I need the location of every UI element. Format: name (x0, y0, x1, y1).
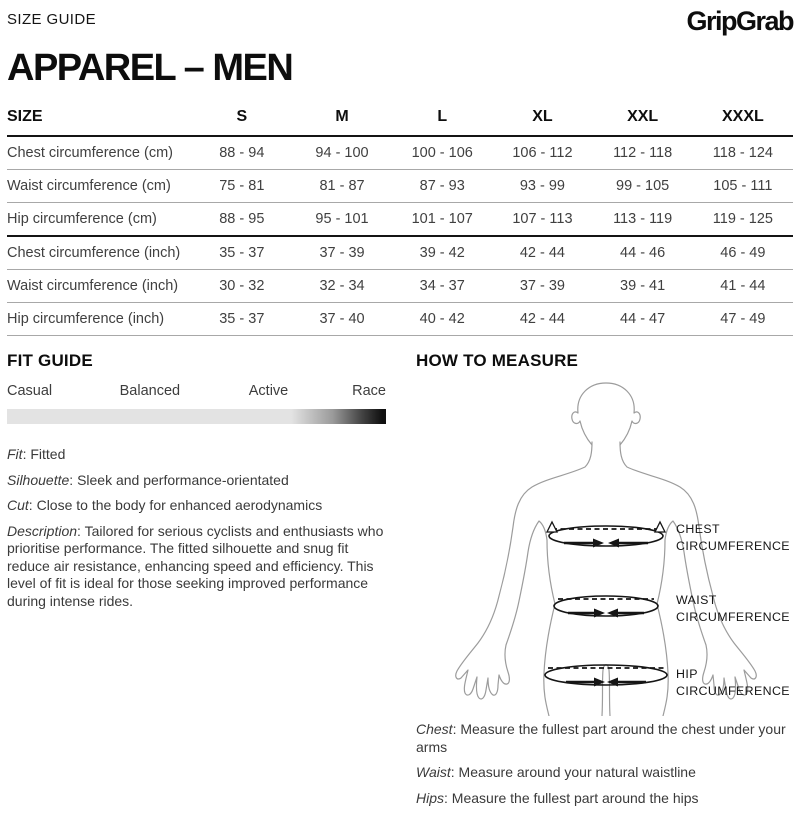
measurement-diagram-wrap (416, 376, 793, 721)
column-header-xxxl: XXXL (693, 101, 793, 136)
left-side-outline (456, 442, 592, 716)
instruction-term: Hips (416, 789, 445, 806)
brand-logo: GripGrab (686, 6, 793, 36)
instruction-hips (416, 790, 793, 808)
instruction-waist (416, 764, 793, 782)
fit-scale-labels (7, 383, 386, 399)
head-outline (572, 383, 640, 445)
detail-colon: : (22, 446, 31, 462)
column-header-xxl: XXL (593, 101, 693, 136)
detail-text: Fitted (30, 446, 66, 462)
row-label: Chest circumference (inch) (7, 236, 192, 270)
row-label: Hip circumference (inch) (7, 303, 192, 336)
how-to-measure-title: HOW TO MEASURE (416, 351, 579, 370)
size-value: 40 - 42 (392, 303, 492, 336)
size-value: 118 - 124 (693, 136, 793, 170)
size-value: 47 - 49 (693, 303, 793, 336)
table-row-hip-cm (7, 203, 793, 237)
hip-measure-ellipse (545, 665, 667, 685)
detail-text: Sleek and performance-orientated (77, 471, 289, 488)
detail-text: Tailored for serious cyclists and enthusiasts who prioritise performance. The fitted silhouette and snug fit reduce air resistance, enhancing speed and efficiency. This level of fit is ideal for those seeking improved performance during intense rides. (7, 522, 384, 609)
fit-scale-label-balanced: Balanced (119, 383, 181, 399)
size-value: 100 - 106 (392, 136, 492, 170)
size-value: 42 - 44 (492, 236, 592, 270)
how-to-measure-section (416, 352, 793, 815)
table-row-waist-cm (7, 170, 793, 203)
instruction-colon: : (444, 789, 452, 806)
size-value: 94 - 100 (292, 136, 392, 170)
size-value: 81 - 87 (292, 170, 392, 203)
size-value: 37 - 39 (292, 236, 392, 270)
size-value: 107 - 113 (492, 203, 592, 237)
size-value: 93 - 99 (492, 170, 592, 203)
chest-circumference-label-line1: CHEST (676, 522, 720, 536)
hip-circumference-label-line2: CIRCUMFERENCE (676, 684, 790, 698)
detail-colon: : (69, 471, 78, 488)
chest-measure (547, 522, 665, 548)
size-table-header-row (7, 101, 793, 136)
header-bar (7, 8, 793, 40)
size-table (7, 101, 793, 336)
size-value: 105 - 111 (693, 170, 793, 203)
instruction-colon: : (452, 721, 461, 737)
detail-colon: : (28, 497, 37, 513)
column-header-m: M (292, 101, 392, 136)
detail-term: Fit (7, 446, 23, 462)
fit-guide-section (7, 352, 386, 815)
row-label: Waist circumference (inch) (7, 270, 192, 303)
waist-measure (554, 596, 658, 618)
instruction-text: Measure around your natural waistline (458, 764, 696, 780)
table-row-hip-inch (7, 303, 793, 336)
body-measurement-diagram (416, 376, 796, 716)
size-value: 30 - 32 (192, 270, 292, 303)
fit-scale-label-active: Active (248, 383, 289, 399)
fit-detail-description (7, 523, 386, 611)
detail-term: Cut (7, 497, 29, 513)
inner-legs-outline (602, 665, 610, 716)
fit-details (7, 446, 386, 610)
detail-colon: : (77, 522, 85, 539)
waist-circumference-label-line2: CIRCUMFERENCE (676, 610, 790, 624)
size-value: 35 - 37 (192, 236, 292, 270)
fit-scale-label-race: Race (352, 383, 386, 399)
size-value: 112 - 118 (593, 136, 693, 170)
size-value: 37 - 40 (292, 303, 392, 336)
table-row-chest-cm (7, 136, 793, 170)
size-value: 99 - 105 (593, 170, 693, 203)
table-row-chest-inch (7, 236, 793, 270)
size-value: 119 - 125 (693, 203, 793, 237)
size-value: 113 - 119 (593, 203, 693, 237)
page-label: SIZE GUIDE (7, 11, 97, 28)
instruction-chest (416, 721, 793, 756)
instruction-term: Waist (416, 764, 451, 780)
instruction-text: Measure the fullest part around the hips (451, 789, 699, 806)
detail-text: Close to the body for enhanced aerodynamics (36, 497, 323, 513)
instruction-text: Measure the fullest part around the chest under your arms (416, 721, 786, 755)
waist-circumference-label-line1: WAIST (676, 593, 717, 607)
instruction-colon: : (450, 764, 459, 780)
diagram-labels (676, 522, 790, 698)
size-value: 34 - 37 (392, 270, 492, 303)
fit-detail-silhouette (7, 472, 386, 490)
page-title: APPAREL – MEN (7, 47, 293, 89)
size-value: 41 - 44 (693, 270, 793, 303)
size-value: 88 - 95 (192, 203, 292, 237)
fit-gradient-bar (7, 409, 386, 424)
fit-scale-label-casual: Casual (7, 383, 53, 399)
row-label: Hip circumference (cm) (7, 203, 192, 237)
size-value: 37 - 39 (492, 270, 592, 303)
size-value: 39 - 42 (392, 236, 492, 270)
measure-instructions (416, 721, 793, 807)
size-value: 44 - 46 (593, 236, 693, 270)
size-value: 87 - 93 (392, 170, 492, 203)
size-value: 44 - 47 (593, 303, 693, 336)
size-value: 88 - 94 (192, 136, 292, 170)
hip-measure (545, 665, 667, 687)
chest-end-marker-left (547, 522, 557, 532)
column-header-size: SIZE (7, 101, 192, 136)
size-value: 95 - 101 (292, 203, 392, 237)
column-header-xl: XL (492, 101, 592, 136)
size-value: 35 - 37 (192, 303, 292, 336)
row-label: Chest circumference (cm) (7, 136, 192, 170)
row-label: Waist circumference (cm) (7, 170, 192, 203)
table-row-waist-inch (7, 270, 793, 303)
instruction-term: Chest (416, 721, 453, 737)
size-value: 42 - 44 (492, 303, 592, 336)
fit-detail-fit (7, 446, 386, 464)
detail-term: Silhouette (7, 471, 70, 488)
size-value: 106 - 112 (492, 136, 592, 170)
size-value: 32 - 34 (292, 270, 392, 303)
chest-end-marker-right (655, 522, 665, 532)
size-value: 39 - 41 (593, 270, 693, 303)
size-value: 75 - 81 (192, 170, 292, 203)
size-value: 46 - 49 (693, 236, 793, 270)
chest-circumference-label-line2: CIRCUMFERENCE (676, 539, 790, 553)
column-header-l: L (392, 101, 492, 136)
fit-guide-title: FIT GUIDE (7, 351, 93, 370)
hip-circumference-label-line1: HIP (676, 667, 698, 681)
detail-term: Description (7, 522, 78, 539)
fit-detail-cut (7, 497, 386, 515)
column-header-s: S (192, 101, 292, 136)
size-value: 101 - 107 (392, 203, 492, 237)
